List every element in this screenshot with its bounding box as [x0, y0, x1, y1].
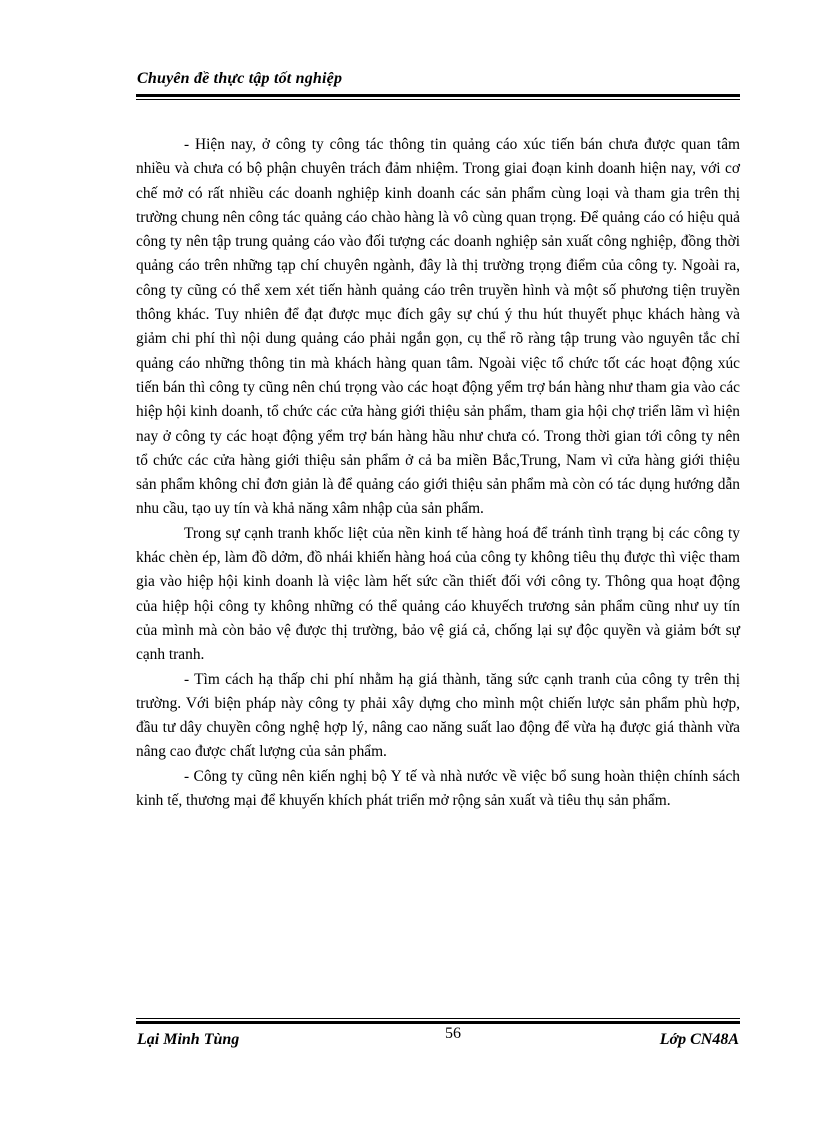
footer-rule-thick [136, 1021, 740, 1024]
paragraph-2: Trong sự cạnh tranh khốc liệt của nền kinh tế hàng hoá để tránh tình trạng bị các công ty khác chèn ép, làm đồ dởm, đồ nhái khiến hàng hoá của công ty không tiêu thụ được thì việc tham gia vào hiệp hội kinh doanh là việc làm hết sức cần thiết đối với công ty. Thông qua hoạt động của hiệp hội công ty không những có thể quảng cáo khuyếch trương sản phẩm cũng như uy tín của mình mà còn bảo vệ được thị trường, bảo vệ giá cả, chống lại sự độc quyền và giảm bớt sự cạnh tranh. [136, 524, 740, 664]
header-rule-thick [136, 94, 740, 97]
footer-author: Lại Minh Tùng [137, 1031, 240, 1048]
footer-class: Lớp CN48A [659, 1031, 739, 1048]
paragraph-4: - Công ty cũng nên kiến nghị bộ Y tế và nhà nước về việc bổ sung hoàn thiện chính sách kinh tế, thương mại để khuyến khích phát triển mở rộng sản xuất và tiêu thụ sản phẩm. [136, 767, 740, 810]
footer-rule-thin [136, 1018, 740, 1019]
body-text [136, 133, 740, 813]
header-title: Chuyên đề thực tập tốt nghiệp [137, 70, 343, 87]
paragraph-1: - Hiện nay, ở công ty công tác thông tin quảng cáo xúc tiến bán chưa được quan tâm nhiều và chưa có bộ phận chuyên trách đảm nhiệm. Trong giai đoạn kinh doanh hiện nay, với cơ chế mở có rất nhiều các doanh nghiệp kinh doanh các sản phẩm cùng loại và tham gia trên thị trường chung nên công tác quảng cáo chào hàng là vô cùng quan trọng. Để quảng cáo có hiệu quả công ty nên tập trung quảng cáo vào đối tượng các doanh nghiệp sản xuất công nghiệp, đồng thời quảng cáo trên những tạp chí chuyên ngành, đây là thị trường trọng điểm của công ty. Ngoài ra, công ty cũng có thể xem xét tiến hành quảng cáo trên truyền hình và một số phương tiện truyền thông khác. Tuy nhiên để đạt được mục đích gây sự chú ý thu hút thuyết phục khách hàng và giảm chi phí thì nội dung quảng cáo phải ngắn gọn, cụ thể rõ ràng tập trung vào nguyên tắc chỉ quảng cáo những thông tin mà khách hàng quan tâm. Ngoài việc tổ chức tốt các hoạt động xúc tiến bán thì công ty cũng nên chú trọng vào các hoạt động yểm trợ bán hàng như tham gia vào các hiệp hội kinh doanh, tổ chức các cửa hàng giới thiệu sản phẩm, tham gia hội chợ triển lãm vì hiện nay ở công ty các hoạt động yểm trợ bán hàng hầu như chưa có. Trong thời gian tới công ty nên tổ chức các cửa hàng giới thiệu sản phẩm ở cả ba miền Bắc,Trung, Nam vì cửa hàng giới thiệu sản phẩm không chỉ đơn giản là để quảng cáo giới thiệu sản phẩm mà còn có tác dụng hướng dẫn nhu cầu, tạo uy tín và khả năng xâm nhập của sản phẩm. [136, 136, 740, 518]
header-rule-thin [136, 99, 740, 100]
page-number: 56 [445, 1025, 461, 1042]
paragraph-3: - Tìm cách hạ thấp chi phí nhằm hạ giá thành, tăng sức cạnh tranh của công ty trên thị trường. Với biện pháp này công ty phải xây dựng cho mình một chiến lược sản phẩm phù hợp, đầu tư dây chuyền công nghệ hợp lý, nâng cao năng suất lao động để vừa hạ được giá thành vừa nâng cao được chất lượng của sản phẩm. [136, 670, 740, 761]
